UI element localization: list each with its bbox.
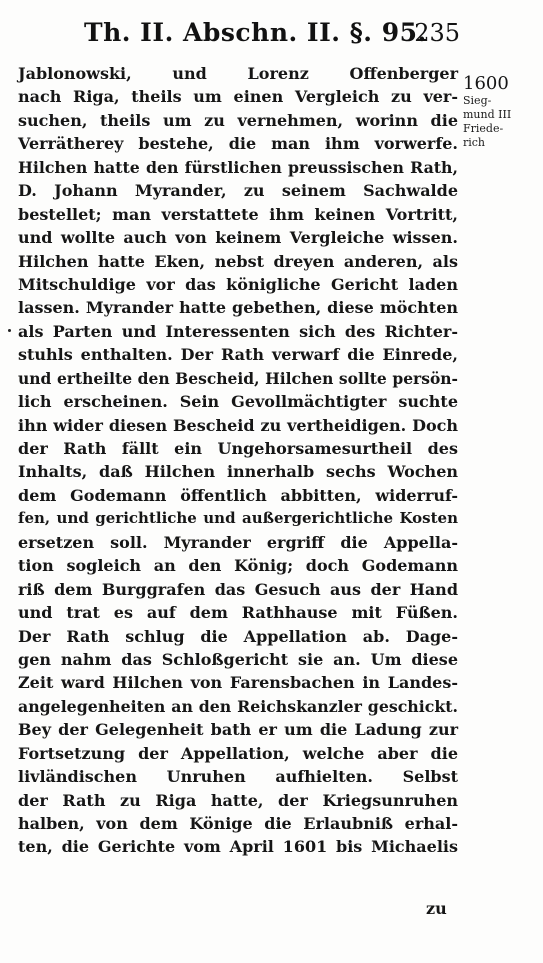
text-line: und wollte auch von keinem Vergleiche wissen.	[18, 228, 458, 248]
text-line: suchen, theils um zu vernehmen, worinn die	[18, 110, 458, 130]
body-text	[18, 62, 458, 859]
margin-note-line: rich	[463, 136, 486, 149]
text-line: Inhalts, daß Hilchen innerhalb sechs Wochen	[18, 462, 458, 482]
page-number: 235	[414, 19, 460, 47]
text-line: angelegenheiten an den Reichskanzler geschickt.	[18, 696, 458, 716]
text-line: der Rath fällt ein Ungehorsamesurtheil des	[18, 439, 458, 458]
text-line: Hilchen hatte den fürstlichen preussischen Rath,	[18, 157, 458, 177]
text-line: riß dem Burggrafen das Gesuch aus der Hand	[18, 579, 458, 599]
text-line: nach Riga, theils um einen Vergleich zu ver-	[18, 87, 458, 107]
text-line: Hilchen hatte Eken, nebst dreyen anderen, als	[18, 251, 458, 271]
text-line: Mitschuldige vor das königliche Gericht laden	[18, 274, 458, 294]
margin-note-line: mund III	[463, 108, 512, 121]
text-line: und trat es auf dem Rathhause mit Füßen.	[18, 603, 458, 623]
ink-speck	[8, 329, 11, 332]
text-line: gen nahm das Schloßgericht sie an. Um diese	[18, 649, 458, 669]
text-line: ersetzen soll. Myrander ergriff die Appella-	[18, 532, 458, 552]
margin-note-line: Sieg-	[463, 94, 492, 107]
text-line: als Parten und Interessenten sich des Richter-	[18, 321, 458, 341]
text-line: Der Rath schlug die Appellation ab. Dage-	[18, 626, 458, 646]
running-title: Th. II. Abschn. II. §. 95.	[84, 18, 427, 47]
text-line: Fortsetzung der Appellation, welche aber die	[18, 743, 458, 763]
text-line: der Rath zu Riga hatte, der Kriegsunruhen	[18, 790, 458, 810]
margin-note-line: Friede-	[463, 122, 504, 135]
text-line: D. Johann Myrander, zu seinem Sachwalde	[18, 181, 458, 201]
text-line: fen, und gerichtliche und außergerichtliche Kosten	[18, 509, 458, 528]
text-line: livländischen Unruhen aufhielten. Selbst	[18, 767, 458, 787]
text-line: ihn wider diesen Bescheid zu vertheidigen. Doch	[18, 415, 458, 435]
text-line: dem Godemann öffentlich abbitten, widerruf-	[18, 485, 458, 505]
text-line: Verrätherey bestehe, die man ihm vorwerfe.	[18, 134, 458, 154]
text-line: Zeit ward Hilchen von Farensbachen in Landes-	[18, 673, 458, 693]
margin-year: 1600	[463, 73, 509, 94]
page-header	[84, 18, 460, 58]
text-line: bestellet; man verstattete ihm keinen Vortritt,	[18, 204, 458, 224]
text-line: halben, von dem Könige die Erlaubniß erhal-	[18, 814, 458, 833]
text-line: Jablonowski, und Lorenz Offenberger	[18, 64, 458, 83]
text-line: Bey der Gelegenheit bath er um die Ladung zur	[18, 720, 458, 740]
catchword: zu	[426, 899, 447, 918]
margin-note	[463, 74, 541, 150]
text-line: tion sogleich an den König; doch Godemann	[18, 556, 458, 576]
text-line: stuhls enthalten. Der Rath verwarf die Einrede,	[18, 345, 458, 365]
text-line: lich erscheinen. Sein Gevollmächtigter suchte	[18, 392, 458, 412]
text-line: ten, die Gerichte vom April 1601 bis Michaelis	[18, 837, 458, 857]
text-line: lassen. Myrander hatte gebethen, diese möchten	[18, 298, 458, 318]
text-line: und ertheilte den Bescheid, Hilchen sollte persön-	[18, 368, 458, 388]
